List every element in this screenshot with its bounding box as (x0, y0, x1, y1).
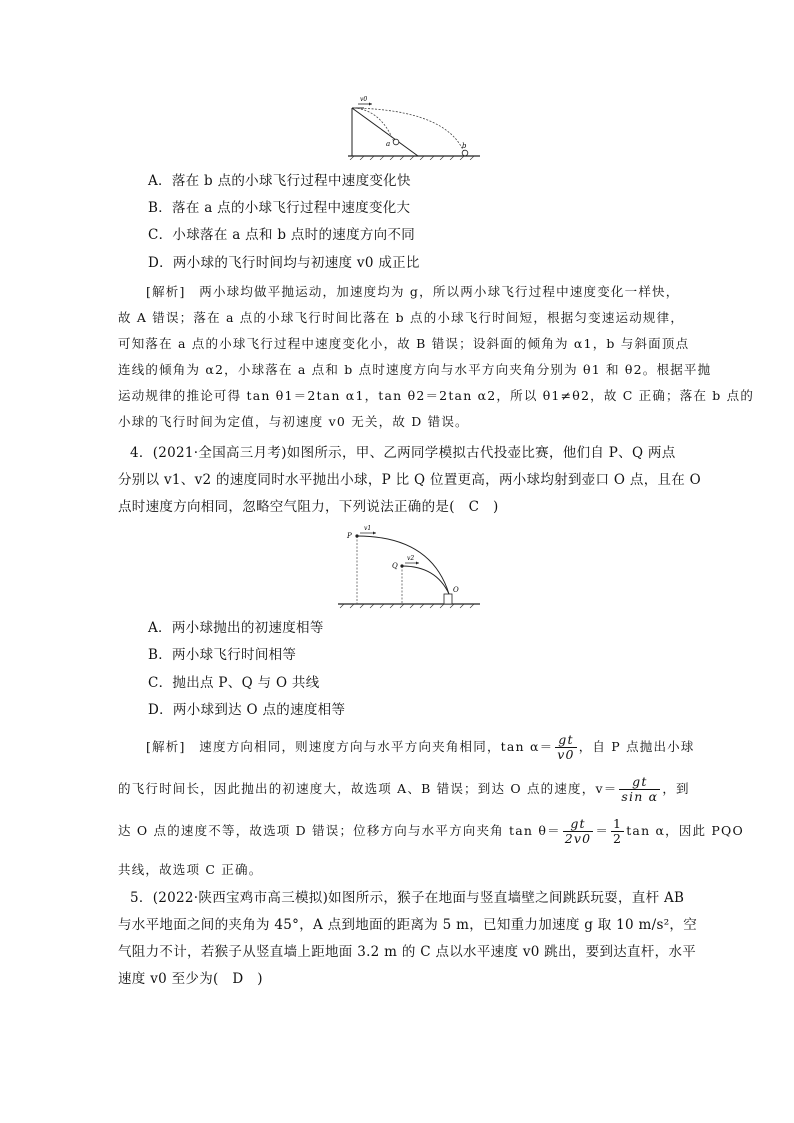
v2-arrowhead (416, 562, 419, 565)
q4-solution-line-4: 共线，故选项 C 正确。 (118, 862, 263, 877)
v0-label: v0 (360, 96, 368, 103)
frac-numerator: 1 (613, 816, 623, 831)
q5-stem-line-1: 5．(2022·陕西宝鸡市高三模拟)如图所示，猴子在地面与竖直墙壁之间跳跃玩耍，直杆 AB (130, 890, 685, 906)
fraction-gt-over-v0 (555, 733, 576, 762)
label-q: Q (392, 562, 398, 570)
v0-arrowhead (369, 103, 372, 106)
q4-solution-text-1b: ，自 P 点抛出小球 (578, 739, 695, 754)
q4-solution-text-2b: ，到 (662, 781, 690, 796)
q4-solution-text-1a: [解析] 速度方向相同，则速度方向与水平方向夹角相同，tan α＝ (146, 739, 554, 754)
v1-arrowhead (373, 532, 376, 535)
fraction-gt-over-2v0 (563, 817, 594, 846)
label-p: P (347, 532, 352, 540)
q3-solution-line-4: 连线的倾角为 α2，小球落在 a 点和 b 点时速度方向与水平方向夹角分别为 θ1 和 θ2。根据平抛 (118, 362, 712, 377)
pitch-pot-figure (336, 524, 482, 610)
q5-stem-line-4: 速度 v0 至少为( D ) (118, 971, 263, 987)
q4-solution-text-3a: 达 O 点的速度不等，故选项 D 错误；位移方向与水平方向夹角 tan θ＝ (118, 823, 561, 838)
q4-stem-line-2: 分别以 v1、v2 的速度同时水平抛出小球，P 比 Q 位置更高，两小球均射到壶口 O 点，且在 O (118, 472, 702, 488)
q4-option-a: A．两小球抛出的初速度相等 (148, 620, 324, 636)
ball-a (393, 139, 399, 145)
frac-denominator: 2 (613, 831, 623, 846)
q4-solution-line-1 (146, 730, 695, 764)
q3-solution-line-5: 运动规律的推论可得 tan θ1＝2tan α1，tan θ2＝2tan α2，所以 θ1≠θ2，故 C 正确；落在 b 点的 (118, 388, 755, 403)
q3-option-d: D．两小球的飞行时间均与初速度 v0 成正比 (148, 255, 420, 271)
ground-hatch (350, 156, 474, 160)
q3-solution-line-3: 可知落在 a 点的小球飞行过程中速度变化小，故 B 错误；设斜面的倾角为 α1，b 与斜面顶点 (118, 336, 690, 351)
label-b: b (462, 142, 467, 150)
q3-solution-line-1: [解析] 两小球均做平抛运动，加速度均为 g，所以两小球飞行过程中速度变化一样快， (146, 284, 680, 299)
q4-option-d: D．两小球到达 O 点的速度相等 (148, 702, 346, 718)
q4-solution-line-2 (118, 772, 690, 806)
q3-option-b: B．落在 a 点的小球飞行过程中速度变化大 (148, 200, 411, 216)
q4-solution-text-2a: 的飞行时间长，因此抛出的初速度大，故选项 A、B 错误；到达 O 点的速度，v＝ (118, 781, 618, 796)
trajectory-q (402, 566, 449, 594)
frac-denominator: 2v0 (564, 831, 592, 846)
ball-b (462, 150, 468, 156)
fraction-gt-over-sin (619, 775, 660, 804)
trajectory-b (354, 108, 464, 152)
pot (444, 594, 452, 604)
q4-solution-text-3b: ＝ (595, 823, 610, 838)
frac-denominator: sin α (621, 789, 659, 804)
frac-numerator: gt (563, 817, 594, 832)
v2-label: v2 (407, 555, 415, 562)
v1-label: v1 (364, 525, 372, 532)
incline-figure (346, 94, 482, 160)
frac-numerator: gt (619, 775, 660, 790)
frac-numerator: gt (555, 733, 576, 748)
q3-option-c: C．小球落在 a 点和 b 点时的速度方向不同 (148, 227, 416, 243)
incline-line (352, 108, 418, 156)
frac-denominator: v0 (557, 747, 575, 762)
q3-solution-line-2: 故 A 错误；落在 a 点的小球飞行时间比落在 b 点的小球飞行时间短，根据匀变速运动规律， (118, 310, 685, 325)
q4-solution-text-3c: tan α，因此 PQO (626, 823, 744, 838)
q4-option-b: B．两小球飞行时间相等 (148, 647, 297, 663)
q3-solution-line-6: 小球的飞行时间为定值，与初速度 v0 无关，故 D 错误。 (118, 414, 469, 429)
q4-stem-line-3: 点时速度方向相同，忽略空气阻力，下列说法正确的是( C ) (118, 499, 499, 515)
q3-option-a: A．落在 b 点的小球飞行过程中速度变化快 (148, 173, 411, 189)
fraction-one-half (611, 817, 624, 846)
q4-solution-line-3 (118, 814, 744, 848)
q4-stem-line-1: 4．(2021·全国高三月考)如图所示，甲、乙两同学模拟古代投壶比赛，他们自 P、Q 两点 (130, 445, 676, 461)
trajectory-a (354, 108, 394, 142)
label-a: a (386, 140, 391, 148)
q4-option-c: C．抛出点 P、Q 与 O 共线 (148, 675, 320, 691)
q5-stem-line-2: 与水平地面之间的夹角为 45°，A 点到地面的距离为 5 m，已知重力加速度 g 取 10 m/s²，空 (118, 917, 698, 933)
label-o: O (453, 586, 459, 594)
q5-stem-line-3: 气阻力不计，若猴子从竖直墙上距地面 3.2 m 的 C 点以水平速度 v0 跳出，要到达直杆，水平 (118, 944, 697, 960)
